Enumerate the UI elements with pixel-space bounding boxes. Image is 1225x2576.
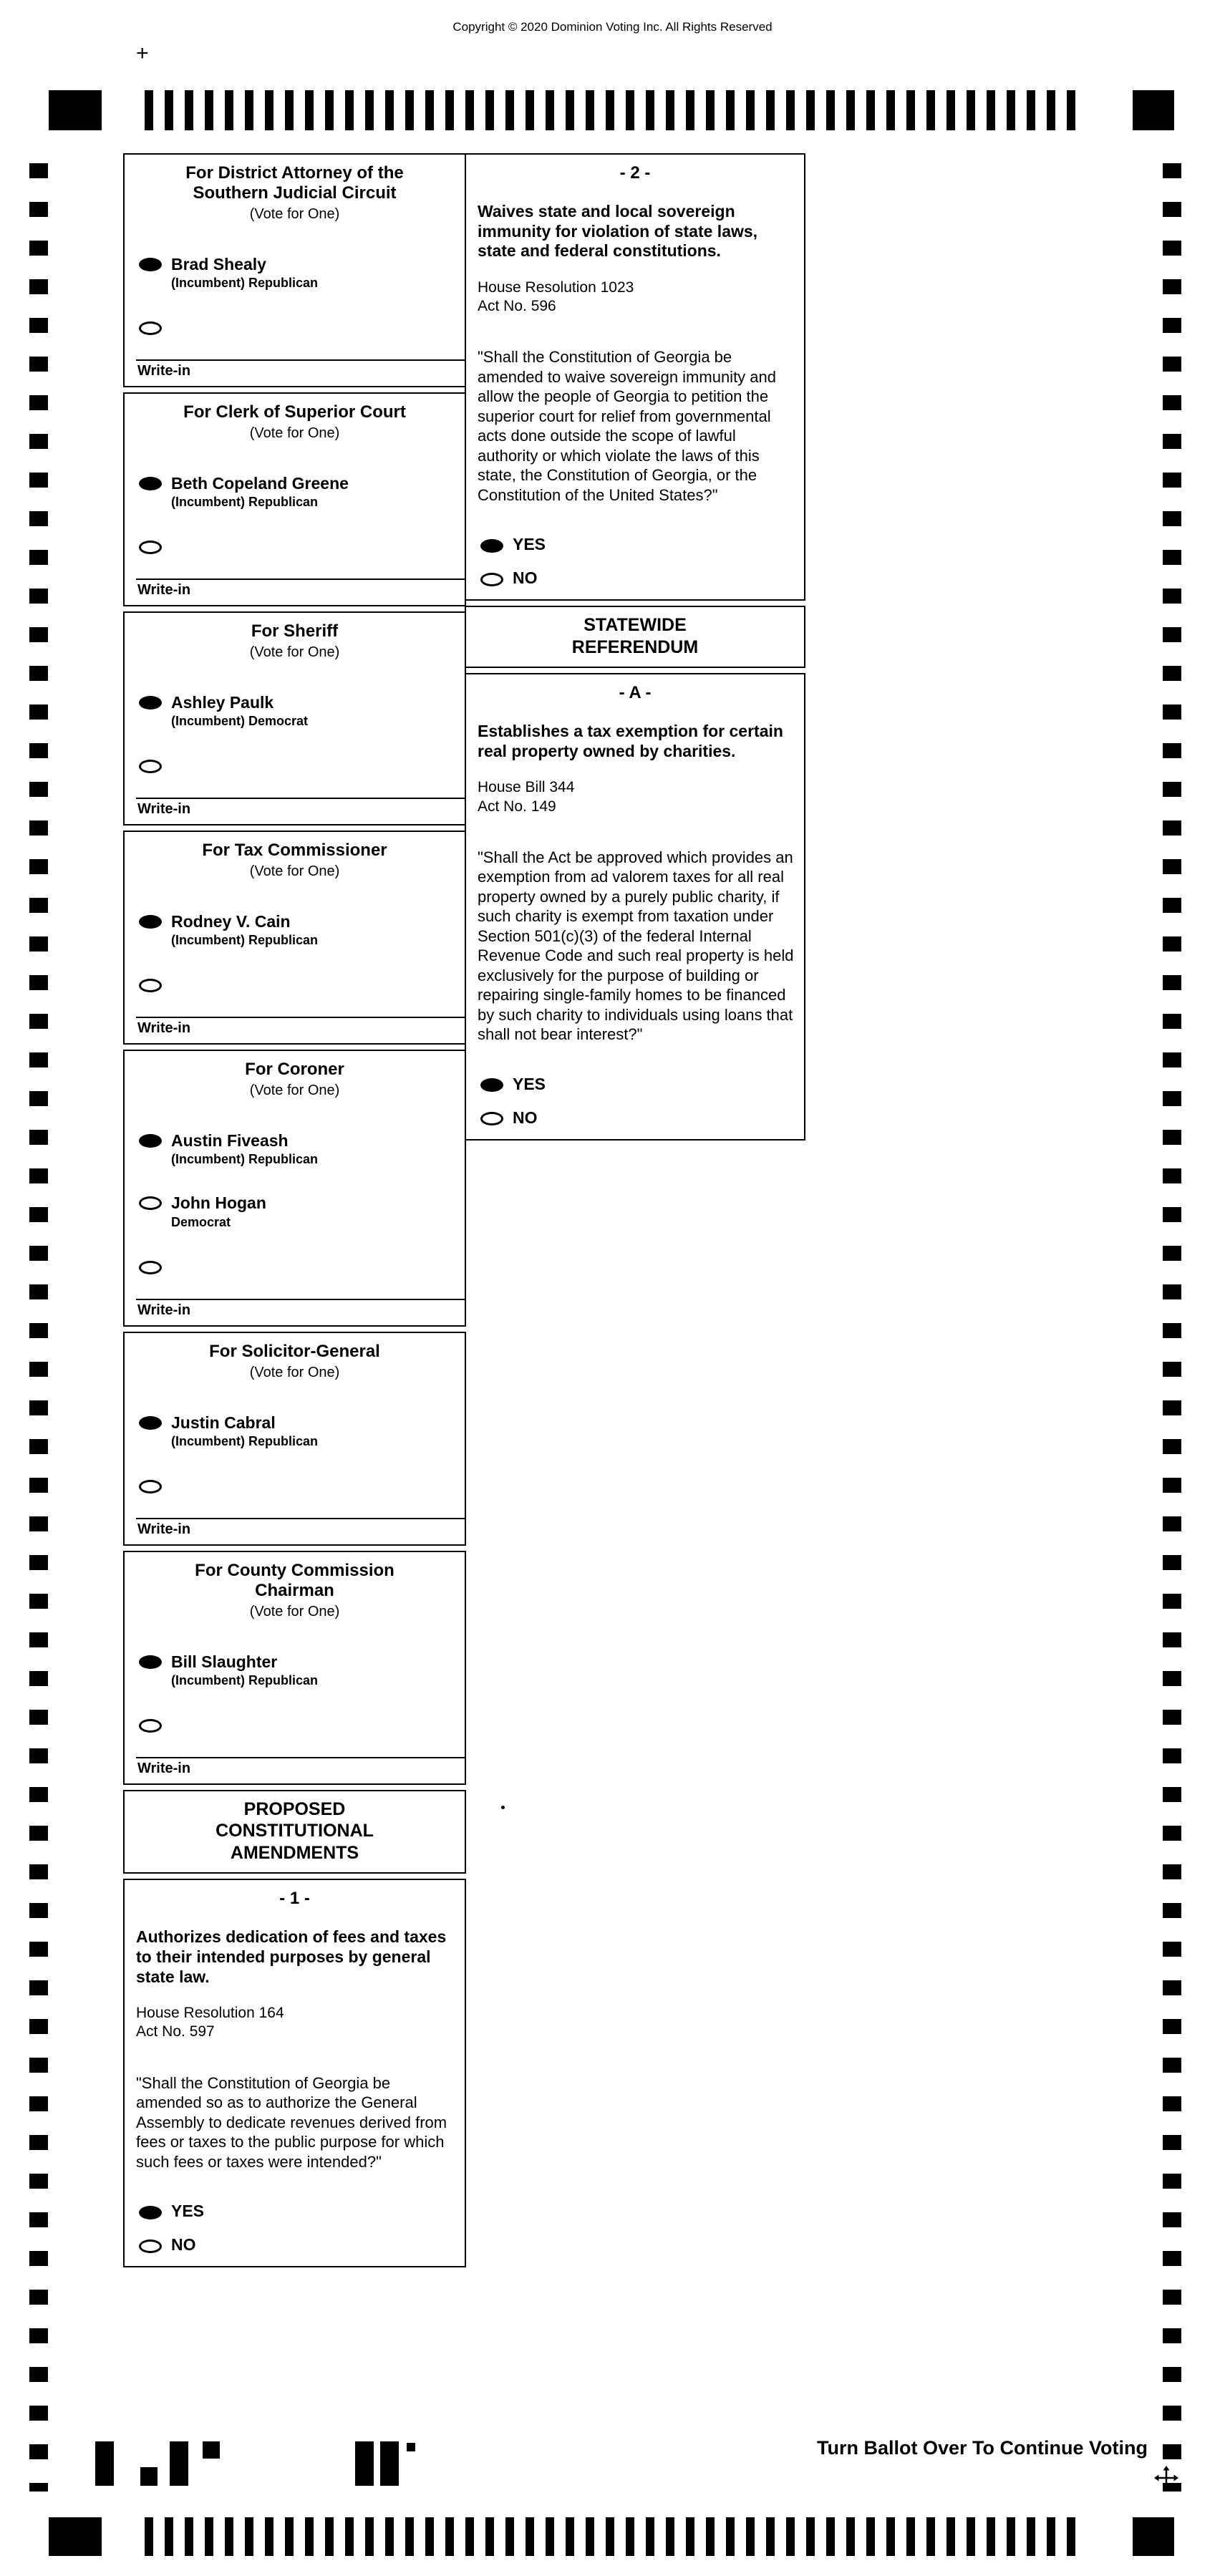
candidate-row [139,913,457,948]
measure-question: "Shall the Act be approved which provides an exemption from ad valorem taxes for all real property owned by a purely public charity, if such charity is exempt from taxation under Section 501(c)(3) of the federal Internal Revenue Code and such real property is held exclusively for the purpose of building or repairing single-family homes to be financed by such charity to individuals using loans that shall not bear interest?" [478,848,794,1044]
selection-bubble[interactable] [139,258,162,271]
reference-line-2: Act No. 149 [478,798,556,815]
measure-reference [136,2004,455,2042]
candidate-name: Bill Slaughter [171,1652,278,1671]
selection-bubble[interactable] [139,915,162,929]
vote-for-instruction: (Vote for One) [249,1364,340,1380]
ballot-code-mark [407,2443,415,2451]
write-in-label: Write-in [137,1302,191,1318]
contest-sheriff [123,611,466,825]
candidate-name: Brad Shealy [171,254,266,273]
selection-bubble[interactable] [139,1416,162,1430]
vote-for-instruction: (Vote for One) [249,1603,340,1619]
measure-number: - 1 - [279,1889,310,1909]
candidate-row [139,256,457,291]
measure-question: "Shall the Constitution of Georgia be amended so as to authorize the General Assembly to dedicate revenues derived from fees or taxes to the public purpose for which such fees or taxes were intended?" [136,2073,447,2171]
write-in-label: Write-in [137,1760,191,1776]
contest-title: For Solicitor-General [209,1341,380,1361]
print-artifact-dot [501,1806,505,1809]
yes-bubble[interactable] [139,2206,162,2219]
selection-bubble[interactable] [139,477,162,490]
contest-solicitor-general [123,1332,466,1546]
ballot-code-mark [203,2441,220,2459]
write-in-bubble[interactable] [139,1719,162,1733]
timing-bars [145,2517,1081,2556]
write-in-label: Write-in [137,801,191,818]
reference-line-1: House Resolution 1023 [478,279,634,296]
no-label: NO [513,1108,538,1127]
ballot-column-right [465,153,805,1141]
contest-title: For County Commission Chairman [195,1560,394,1600]
vote-for-instruction: (Vote for One) [249,425,340,441]
no-choice-row [139,2235,457,2255]
selection-bubble[interactable] [139,1196,162,1210]
write-in-label: Write-in [137,1020,191,1037]
write-in-label: Write-in [137,1521,191,1537]
contest-title: For Tax Commissioner [202,841,387,861]
candidate-party: (Incumbent) Republican [171,275,319,290]
move-cross-icon [1154,2466,1178,2494]
yes-choice-row [480,535,797,554]
contest-county-commission-chairman [123,1551,466,1785]
ballot-code-mark [95,2441,114,2486]
measure-2 [465,153,805,601]
contest-tax-commissioner [123,831,466,1045]
candidate-row [139,1414,457,1449]
candidate-name: Rodney V. Cain [171,912,291,931]
no-label: NO [171,2235,196,2255]
yes-choice-row [139,2202,457,2221]
amendments-section-header [123,1790,466,1874]
candidate-text [171,1132,318,1167]
vote-for-instruction: (Vote for One) [249,205,340,222]
write-in-label: Write-in [137,362,191,379]
candidate-text [171,1653,318,1688]
write-in-label: Write-in [137,582,191,599]
contest-title: For Clerk of Superior Court [183,402,406,422]
contest-coroner [123,1050,466,1326]
candidate-name: Ashley Paulk [171,692,274,712]
write-in-area[interactable] [136,1518,465,1544]
timing-bars [145,90,1081,130]
contest-clerk-superior-court [123,392,466,606]
timing-block-left [49,90,102,130]
candidate-row [139,694,457,729]
registration-plus-mark: + [136,42,149,65]
ballot-code-mark [140,2467,158,2486]
measure-summary: Waives state and local sovereign immunity for violation of state laws, state and federal constitutions. [478,202,758,261]
copyright-line: Copyright © 2020 Dominion Voting Inc. All Rights Reserved [452,20,773,34]
candidate-party: (Incumbent) Republican [171,1672,319,1688]
candidate-party: Democrat [171,1214,231,1229]
ballot-column-left [123,153,466,2267]
write-in-area[interactable] [136,798,465,824]
no-bubble[interactable] [480,573,503,586]
measure-summary: Authorizes dedication of fees and taxes to their intended purposes by general state law. [136,1927,447,1986]
measure-question: "Shall the Constitution of Georgia be amended to waive sovereign immunity and allow the people of Georgia to petition the superior court for relief from governmental acts done outside the scope of lawful authority or which violate the laws of this state, the Constitution of Georgia, or the Constitution of the United States?" [478,348,777,504]
timing-marks-right [1163,163,1181,2492]
candidate-row [139,1653,457,1688]
measure-1 [123,1879,466,2267]
candidate-party: (Incumbent) Republican [171,933,319,948]
timing-marks-left [29,163,48,2492]
yes-choice-row [480,1075,797,1094]
referendum-section-header [465,606,805,668]
write-in-bubble[interactable] [139,321,162,335]
no-label: NO [513,568,538,588]
yes-label: YES [513,535,546,554]
timing-block-left [49,2517,102,2556]
candidate-name: Beth Copeland Greene [171,473,349,493]
candidate-row [139,1194,457,1229]
write-in-bubble-row [139,319,457,335]
measure-summary: Establishes a tax exemption for certain real property owned by charities. [478,722,783,760]
vote-for-instruction: (Vote for One) [249,1083,340,1099]
reference-line-2: Act No. 596 [478,298,556,315]
measure-a [465,673,805,1141]
write-in-bubble-row [139,977,457,992]
yes-bubble[interactable] [480,1078,503,1092]
measure-number: - A - [619,683,652,703]
write-in-area[interactable] [136,1299,465,1325]
section-header-text: STATEWIDE REFERENDUM [571,615,699,657]
candidate-name: Austin Fiveash [171,1131,289,1151]
candidate-row [139,475,457,510]
write-in-area[interactable] [136,578,465,605]
measure-reference [478,279,794,316]
no-bubble[interactable] [480,1112,503,1125]
vote-for-instruction: (Vote for One) [249,863,340,880]
candidate-party: (Incumbent) Republican [171,1433,319,1448]
candidate-text [171,913,318,948]
candidate-text [171,1194,266,1229]
candidate-name: John Hogan [171,1193,266,1213]
write-in-bubble[interactable] [139,1480,162,1493]
write-in-bubble[interactable] [139,541,162,554]
yes-label: YES [171,2202,205,2221]
no-choice-row [480,1108,797,1128]
candidate-text [171,256,318,291]
write-in-bubble[interactable] [139,979,162,992]
ballot-code-mark [380,2441,399,2486]
write-in-bubble[interactable] [139,1261,162,1274]
selection-bubble[interactable] [139,1655,162,1669]
candidate-text [171,694,308,729]
candidate-party: (Incumbent) Republican [171,495,319,510]
write-in-bubble[interactable] [139,760,162,773]
write-in-bubble-row [139,757,457,773]
candidate-text [171,475,349,510]
write-in-bubble-row [139,1259,457,1274]
candidate-party: (Incumbent) Republican [171,1152,319,1167]
reference-line-1: House Bill 344 [478,779,575,796]
section-header-text: PROPOSED CONSTITUTIONAL AMENDMENTS [216,1798,374,1863]
contest-title: For Coroner [245,1060,344,1080]
timing-block-right [1133,2517,1174,2556]
write-in-bubble-row [139,1478,457,1493]
candidate-party: (Incumbent) Democrat [171,714,309,729]
contest-title: For Sheriff [251,621,339,641]
write-in-area[interactable] [136,1757,465,1783]
vote-for-instruction: (Vote for One) [249,644,340,660]
ballot-code-mark [355,2441,374,2486]
reference-line-1: House Resolution 164 [136,2005,284,2022]
candidate-text [171,1414,318,1449]
write-in-bubble-row [139,538,457,554]
write-in-bubble-row [139,1717,457,1733]
ballot-code-mark [170,2441,188,2486]
yes-bubble[interactable] [480,539,503,553]
turn-ballot-instruction: Turn Ballot Over To Continue Voting [817,2437,1148,2459]
candidate-row [139,1132,457,1167]
contest-district-attorney [123,153,466,387]
reference-line-2: Act No. 597 [136,2023,215,2040]
measure-number: - 2 - [619,163,651,183]
contest-title: For District Attorney of the Southern Judicial Circuit [185,163,404,203]
timing-block-right [1133,90,1174,130]
candidate-name: Justin Cabral [171,1413,276,1432]
write-in-area[interactable] [136,359,465,386]
no-choice-row [480,568,797,588]
no-bubble[interactable] [139,2240,162,2253]
measure-reference [478,778,794,816]
selection-bubble[interactable] [139,696,162,710]
selection-bubble[interactable] [139,1134,162,1148]
write-in-area[interactable] [136,1017,465,1043]
yes-label: YES [513,1074,546,1093]
